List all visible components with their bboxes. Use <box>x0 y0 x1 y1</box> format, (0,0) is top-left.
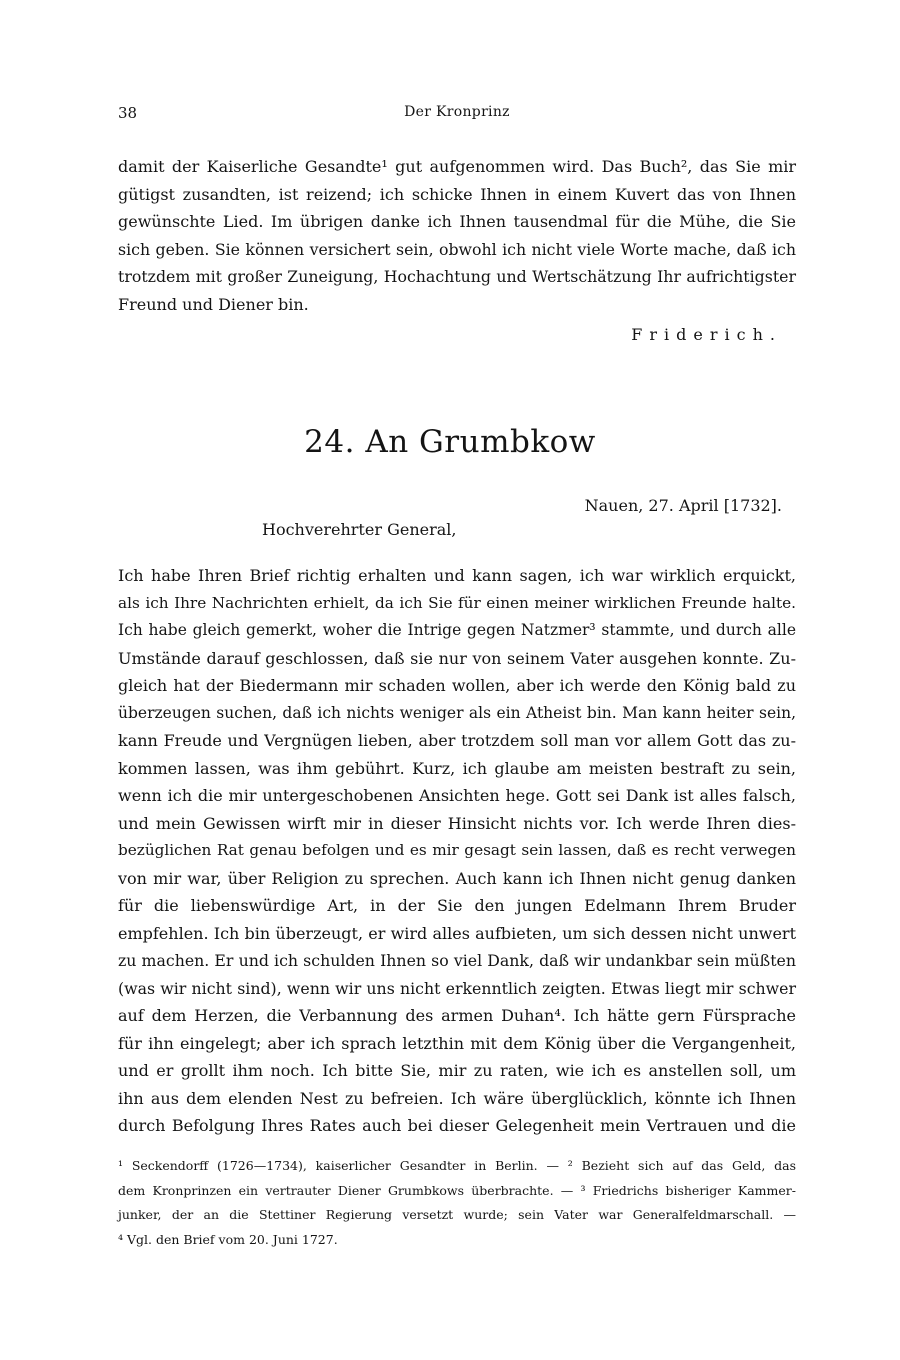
text-line: damit der Kaiserliche Gesandte¹ gut aufgenommen wird. Das Buch², das Sie mir <box>118 157 796 176</box>
text-line: sich geben. Sie können versichert sein, obwohl ich nicht viele Worte mache, daß ich <box>118 239 796 259</box>
text-line: überzeugen suchen, daß ich nichts weniger als ein Atheist bin. Man kann heiter sein, <box>118 703 796 722</box>
text-line: Freund und Diener bin. <box>118 294 309 314</box>
page-number: 38 <box>118 104 138 122</box>
page-header <box>118 104 796 128</box>
text-line: für die liebenswürdige Art, in der Sie den jungen Edelmann Ihrem Bruder <box>118 896 796 915</box>
salutation: Hochverehrter General, <box>262 520 457 539</box>
text-line: ihn aus dem elenden Nest zu befreien. Ich wäre überglücklich, könnte ich Ihnen <box>118 1088 796 1108</box>
text-line: gleich hat der Biedermann mir schaden wollen, aber ich werde den König bald zu <box>118 676 796 695</box>
signature: Friderich. <box>631 325 782 344</box>
text-line: wenn ich die mir untergeschobenen Ansichten hege. Gott sei Dank ist alles falsch, <box>118 786 796 805</box>
running-title: Der Kronprinz <box>404 104 510 120</box>
letter-title: 24. An Grumbkow <box>304 424 596 460</box>
footnotes <box>118 1154 796 1252</box>
letter-continuation-paragraph <box>118 153 796 318</box>
text-line: (was wir nicht sind), wenn wir uns nicht erkenntlich zeigten. Etwas liegt mir schwer <box>118 978 796 998</box>
text-line: von mir war, über Religion zu sprechen. Auch kann ich Ihnen nicht genug danken <box>118 868 796 888</box>
text-line: Umstände darauf geschlossen, daß sie nur von seinem Vater ausgehen konnte. Zu- <box>118 648 796 668</box>
text-line: Ich habe gleich gemerkt, woher die Intrige gegen Natzmer³ stammte, und durch alle <box>118 621 796 639</box>
text-line: kommen lassen, was ihm gebührt. Kurz, ich glaube am meisten bestraft zu sein, <box>118 758 796 778</box>
text-line: trotzdem mit großer Zuneigung, Hochachtung und Wertschätzung Ihr aufrichtigster <box>118 267 796 286</box>
text-line: kann Freude und Vergnügen lieben, aber trotzdem soll man vor allem Gott das zu- <box>118 731 796 750</box>
text-line: Ich habe Ihren Brief richtig erhalten und kann sagen, ich war wirklich erquickt, <box>118 566 796 585</box>
text-line: und er grollt ihm noch. Ich bitte Sie, mir zu raten, wie ich es anstellen soll, um <box>118 1061 796 1080</box>
text-line: für ihn eingelegt; aber ich sprach letzthin mit dem König über die Vergangenheit, <box>118 1033 796 1053</box>
text-line: gewünschte Lied. Im übrigen danke ich Ihnen tausendmal für die Mühe, die Sie <box>118 212 796 231</box>
place-date: Nauen, 27. April [1732]. <box>584 496 782 515</box>
text-line: bezüglichen Rat genau befolgen und es mir gesagt sein lassen, daß es recht verwegen <box>118 841 796 859</box>
letter-body-paragraph <box>118 562 796 1140</box>
footnote-line: junker, der an die Stettiner Regierung versetzt wurde; sein Vater war Generalfeldmarschall. — <box>118 1207 796 1222</box>
text-line: empfehlen. Ich bin überzeugt, er wird alles aufbieten, um sich dessen nicht unwert <box>118 923 796 943</box>
text-line: gütigst zusandten, ist reizend; ich schicke Ihnen in einem Kuvert das von Ihnen <box>118 184 796 204</box>
footnote-line: dem Kronprinzen ein vertrauter Diener Grumbkows überbrachte. — ³ Friedrichs bisheriger Kammer- <box>118 1182 796 1198</box>
text-line: als ich Ihre Nachrichten erhielt, da ich Sie für einen meiner wirklichen Freunde halte. <box>118 593 796 612</box>
footnote-line: ¹ Seckendorff (1726—1734), kaiserlicher Gesandter in Berlin. — ² Bezieht sich auf das Geld, das <box>118 1158 796 1173</box>
text-line: zu machen. Er und ich schulden Ihnen so viel Dank, daß wir undankbar sein müßten <box>118 951 796 970</box>
text-line: durch Befolgung Ihres Rates auch bei dieser Gelegenheit mein Vertrauen und die <box>118 1116 796 1135</box>
text-line: und mein Gewissen wirft mir in dieser Hinsicht nichts vor. Ich werde Ihren dies- <box>118 813 796 833</box>
text-line: auf dem Herzen, die Verbannung des armen Duhan⁴. Ich hätte gern Fürsprache <box>118 1006 796 1025</box>
footnote-line: ⁴ Vgl. den Brief vom 20. Juni 1727. <box>118 1231 338 1247</box>
